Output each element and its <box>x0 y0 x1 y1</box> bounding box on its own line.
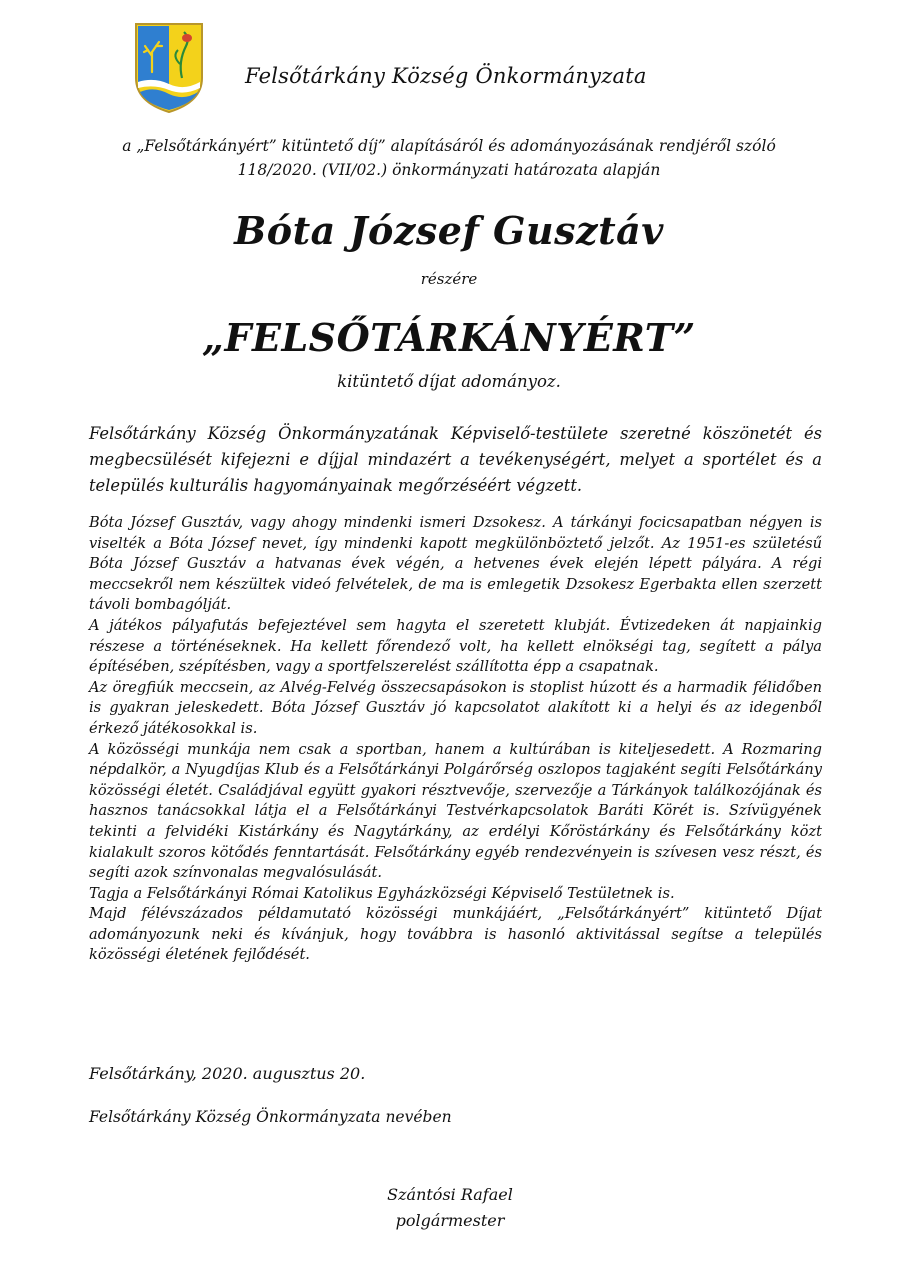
signer-title: polgármester <box>395 1211 505 1230</box>
place-and-date: Felsőtárkány, 2020. augusztus 20. <box>89 1064 366 1083</box>
citation-body <box>89 513 822 966</box>
recipient-name: Bóta József Gusztáv <box>234 208 664 253</box>
citation-paragraph: Majd félévszázados példamutató közösségi munkájáért, „Felsőtárkányért” kitüntető Díjat adományozunk neki és kívánjuk, hogy továbbra is hasonló aktivitással segítse a település közösségi életének fejlődését. <box>89 905 822 964</box>
signer-name: Szántósi Rafael <box>387 1185 513 1204</box>
citation-paragraph: Bóta József Gusztáv, vagy ahogy mindenki ismeri Dzsokesz. A tárkányi focicsapatban négyen is viselték a Bóta József nevet, így mindenki kapott megkülönböztető jelzőt. Az 1951-es születésű Bóta József Gusztáv a hatvanas évek végén, a hetvenes évek elején lépett pályára. A régi meccsekről nem készültek videó felvételek, de ma is emlegetik Dzsokesz Egerbakta ellen szerzett távoli bombagólját. <box>89 514 822 614</box>
organization-header: Felsőtárkány Község Önkormányzata <box>245 64 647 88</box>
thanks-paragraph: Felsőtárkány Község Önkormányzatának Képviselő-testülete szeretné köszönetét és megbecsülését kifejezni e díjjal mindazért a tevékenységért, melyet a sportélet és a település kulturális hagyományainak megőrzéséért végzett. <box>89 424 822 495</box>
legal-basis-line-2: 118/2020. (VII/02.) önkormányzati határozata alapján <box>237 161 661 179</box>
award-subtitle: kitüntető díjat adományoz. <box>337 372 561 391</box>
recipient-for-label: részére <box>420 270 478 288</box>
citation-paragraph: A közösségi munkája nem csak a sportban, hanem a kultúrában is kiteljesedett. A Rozmaring népdalkör, a Nyugdíjas Klub és a Felsőtárkányi Polgárőrség oszlopos tagjaként segíti Felsőtárkány közösségi életét. Családjával együtt gyakori résztvevője, szervezője a Tárkányok találkozójának és hasznos tanácsokkal látja el a Felsőtárkányi Testvérkapcsolatok Baráti Körét is. Szívügyének tekinti a felvidéki Kistárkány és Nagytárkány, az erdélyi Kőröstárkány és Felsőtárkány közt kialakult szoros kötődés fenntartását. Felsőtárkány egyéb rendezvényein is szívesen vesz részt, és segíti azok színvonalas megvalósulását. <box>89 740 822 882</box>
award-title: „FELSŐTÁRKÁNYÉRT” <box>202 315 696 360</box>
citation-paragraph: Tagja a Felsőtárkányi Római Katolikus Egyházközségi Képviselő Testületnek is. <box>89 884 675 902</box>
coat-of-arms-icon <box>134 22 204 114</box>
legal-basis-line-1: a „Felsőtárkányért” kitüntető díj” alapításáról és adományozásának rendjéről szóló <box>122 137 776 155</box>
on-behalf-line: Felsőtárkány Község Önkormányzata nevében <box>89 1108 452 1126</box>
citation-paragraph: A játékos pályafutás befejeztével sem hagyta el szeretett klubját. Évtizedeken át napjainkig részese a történéseknek. Ha kellett főrendező volt, ha kellett elnökségi tag, segített a pálya építésében, szépítésben, vagy a sportfelszerelést szállította épp a csapatnak. <box>89 616 822 676</box>
citation-paragraph: Az öregfiúk meccsein, az Alvég-Felvég összecsapásokon is stoplist húzott és a harmadik félidőben is gyakran jeleskedett. Bóta József Gusztáv jó kapcsolatot alakított ki a helyi és az idegenből érkező játékosokkal is. <box>89 678 822 737</box>
